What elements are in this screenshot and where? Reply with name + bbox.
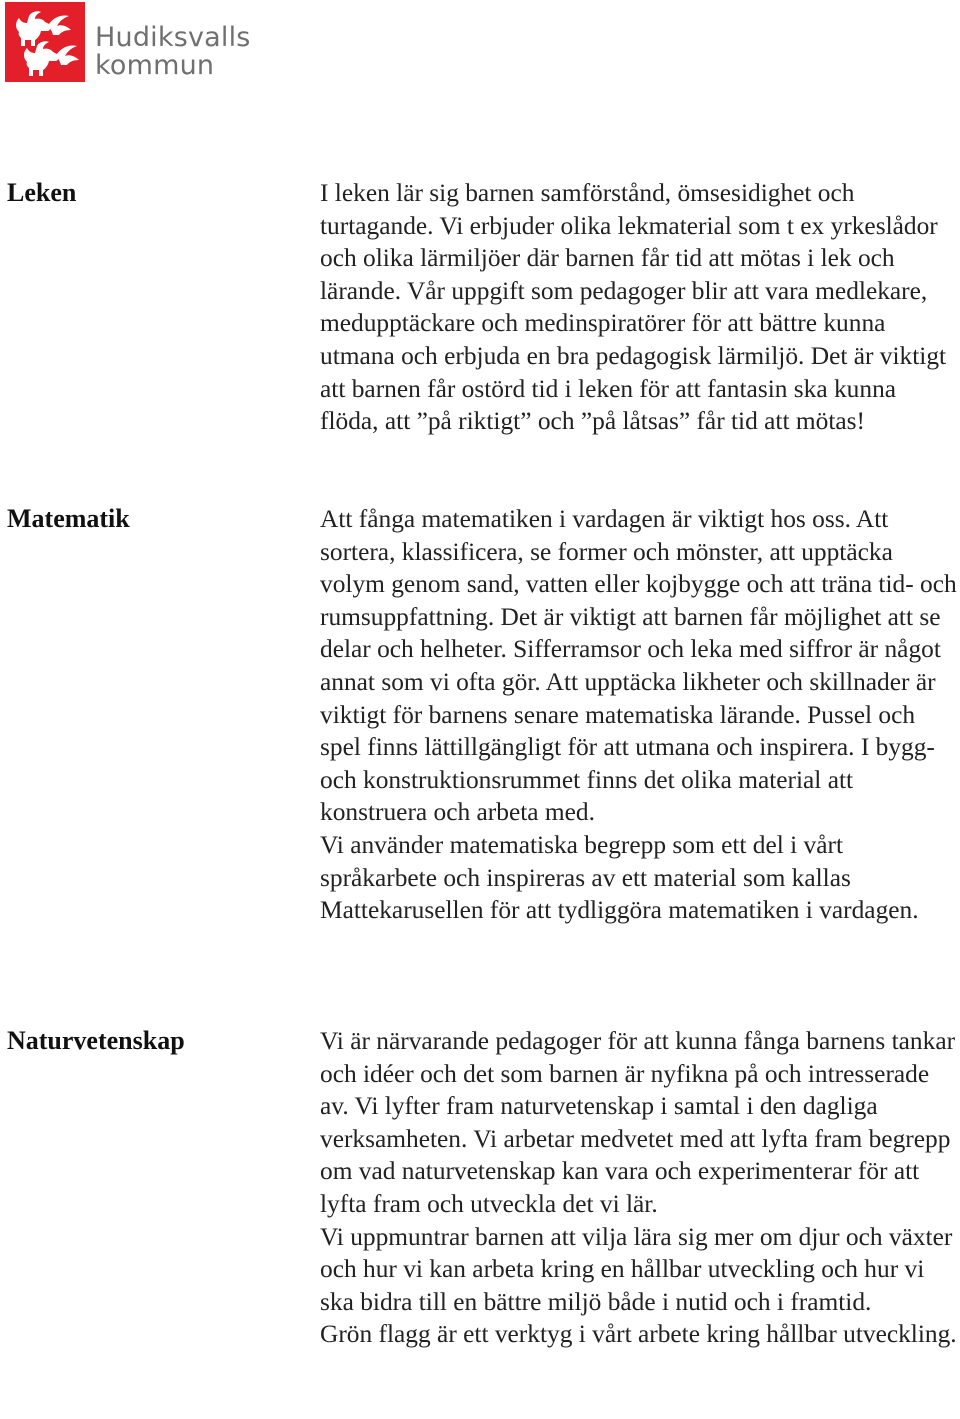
section-body bbox=[320, 177, 960, 438]
logo-line-2: kommun bbox=[95, 50, 215, 81]
section-title: Leken bbox=[7, 178, 77, 207]
section-body bbox=[320, 1025, 960, 1351]
paragraph: Grön flagg är ett verktyg i vårt arbete kring hållbar utveckling. bbox=[320, 1320, 957, 1349]
logo-wordmark bbox=[95, 24, 251, 80]
paragraph: Att fånga matematiken i vardagen är viktigt hos oss. Att sortera, klassificera, se former och mönster, att upptäcka volym genom sand, vatten eller kojbygge och att träna tid- och rumsuppfattning. Det är viktigt att barnen får möjlighet att se delar och helheter. Sifferramsor och leka med siffror är något annat som vi ofta gör. Att upptäcka likheter och skillnader är viktigt för barnens senare matematiska lärande. Pussel och spel finns lättillgängligt för att utmana och inspirera. I bygg- och konstruktionsrummet finns det olika material att konstruera och arbeta med. bbox=[320, 505, 957, 827]
paragraph: Vi använder matematiska begrepp som ett del i vårt språkarbete och inspireras av ett material som kallas Mattekarusellen för att tydliggöra matematiken i vardagen. bbox=[320, 830, 919, 925]
section-title: Matematik bbox=[7, 504, 130, 533]
logo-line-1: Hudiksvalls bbox=[95, 22, 251, 53]
paragraph: Vi uppmuntrar barnen att vilja lära sig mer om djur och växter och hur vi kan arbeta kring en hållbar utveckling och hur vi ska bidra till en bättre miljö både i nutid och i framtid. bbox=[320, 1222, 953, 1316]
paragraph: Vi är närvarande pedagoger för att kunna fånga barnens tankar och idéer och det som barnen är nyfikna på och intresserade av. Vi lyfter fram naturvetenskap i samtal i den dagliga verksamheten. Vi arbetar medvetet med att lyfta fram begrepp om vad naturvetenskap kan vara och experimenterar för att lyfta fram och utveckla det vi lär. bbox=[320, 1027, 956, 1218]
section-title: Naturvetenskap bbox=[7, 1026, 185, 1055]
paragraph: I leken lär sig barnen samförstånd, ömsesidighet och turtagande. Vi erbjuder olika lekmaterial som t ex yrkeslådor och olika lärmiljöer där barnen får tid att mötas i lek och lärande. Vår uppgift som pedagoger blir att vara medlekare, medupptäckare och medinspiratörer för att bättre kunna utmana och erbjuda en bra pedagogisk lärmiljö. Det är viktigt att barnen får ostörd tid i leken för att fantasin ska kunna flöda, att ”på riktigt” och ”på låtsas” får tid att mötas! bbox=[320, 179, 947, 436]
header-logo bbox=[5, 2, 251, 82]
goat-logo-icon bbox=[5, 2, 85, 82]
section-body bbox=[320, 503, 960, 927]
